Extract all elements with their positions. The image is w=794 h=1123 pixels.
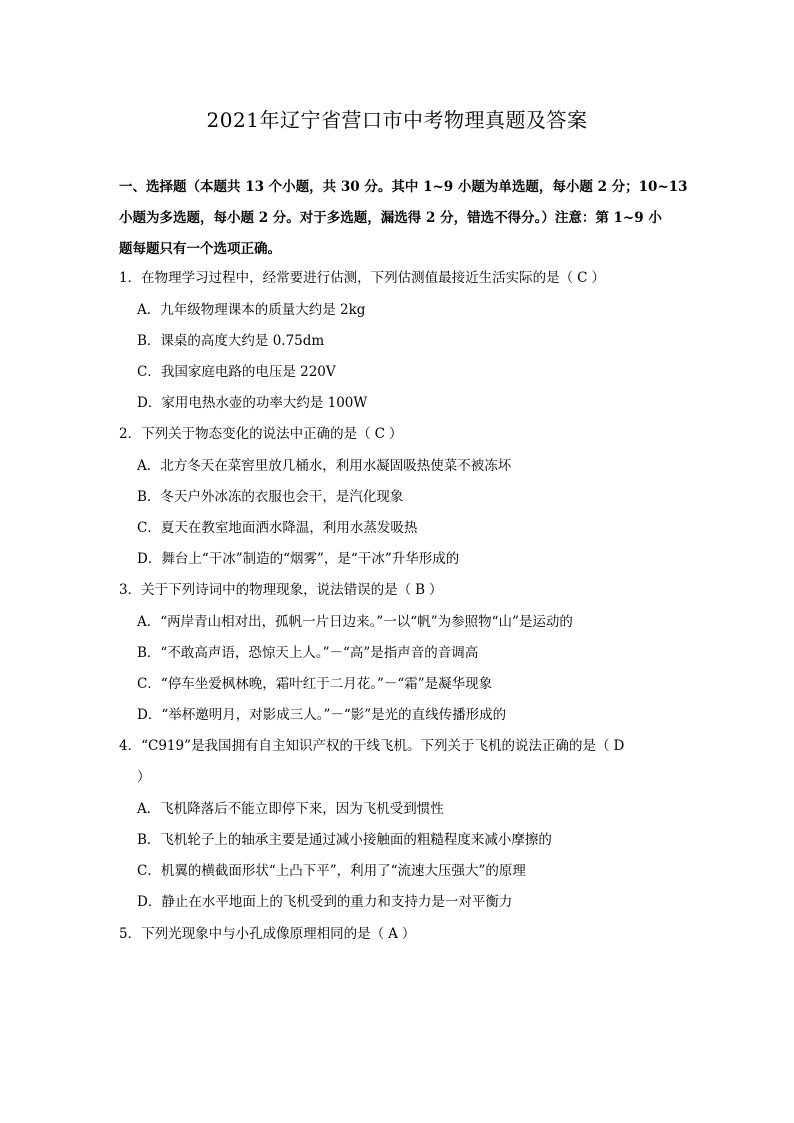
closing-paren: ） bbox=[429, 582, 443, 598]
question-5-stem bbox=[119, 924, 415, 944]
option-d: D．舞台上“干冰”制造的“烟雾”，是“干冰”升华形成的 bbox=[137, 551, 460, 567]
answer-letter: C bbox=[577, 270, 588, 286]
option-c: C．机翼的横截面形状“上凸下平”，利用了“流速大压强大”的原理 bbox=[137, 863, 526, 879]
option-d: D．“举杯邀明月，对影成三人。”－“影”是光的直线传播形成的 bbox=[137, 707, 507, 723]
option-b: B．课桌的高度大约是 0.75dm bbox=[137, 333, 325, 349]
question-4-stem bbox=[119, 736, 628, 756]
option-a: A．飞机降落后不能立即停下来，因为飞机受到惯性 bbox=[137, 801, 444, 817]
question-text: 5．下列光现象中与小孔成像原理相同的是（ bbox=[119, 926, 385, 942]
section-instructions bbox=[119, 172, 688, 265]
closing-paren: ） bbox=[137, 769, 151, 785]
answer-letter: A bbox=[388, 926, 398, 942]
section-line: 小题为多选题，每小题 2 分。对于多选题，漏选得 2 分，错选不得分。）注意：第 1~9 小 bbox=[119, 210, 662, 226]
option-a: A．九年级物理课本的质量大约是 2kg bbox=[137, 302, 366, 318]
option-c: C．夏天在教室地面洒水降温，利用水蒸发吸热 bbox=[137, 520, 418, 536]
question-text: 4．“C919”是我国拥有自主知识产权的干线飞机。下列关于飞机的说法正确的是（ bbox=[119, 738, 610, 754]
closing-paren: ） bbox=[388, 426, 403, 442]
answer-letter: B bbox=[415, 582, 426, 598]
closing-paren: ） bbox=[591, 270, 605, 286]
question-2-stem bbox=[119, 424, 402, 444]
option-b: B．飞机轮子上的轴承主要是通过减小接触面的粗糙程度来减小摩擦的 bbox=[137, 832, 552, 848]
option-b: B．冬天户外冰冻的衣服也会干，是汽化现象 bbox=[137, 489, 404, 505]
answer-letter: D bbox=[613, 738, 625, 754]
question-text: 3．关于下列诗词中的物理现象，说法错误的是（ bbox=[119, 582, 412, 598]
option-d: D．静止在水平地面上的飞机受到的重力和支持力是一对平衡力 bbox=[137, 894, 513, 910]
option-c: C．“停车坐爱枫林晚，霜叶红于二月花。”－“霜”是凝华现象 bbox=[137, 676, 493, 692]
option-c: C．我国家庭电路的电压是 220V bbox=[137, 364, 336, 380]
answer-letter: C bbox=[374, 426, 385, 442]
section-line: 一、选择题（本题共 13 个小题，共 30 分。其中 1~9 小题为单选题，每小题 2 分；10~13 bbox=[119, 179, 688, 195]
question-text: 2．下列关于物态变化的说法中正确的是（ bbox=[119, 426, 371, 442]
question-text: 1．在物理学习过程中，经常要进行估测，下列估测值最接近生活实际的是（ bbox=[119, 270, 574, 286]
page-title: 2021年辽宁省营口市中考物理真题及答案 bbox=[206, 108, 588, 132]
question-3-stem bbox=[119, 580, 443, 600]
section-line: 题每题只有一个选项正确。 bbox=[119, 241, 281, 257]
option-a: A．北方冬天在菜窖里放几桶水，利用水凝固吸热使菜不被冻坏 bbox=[137, 458, 512, 474]
question-1-stem bbox=[119, 268, 605, 288]
option-b: B．“不敢高声语，恐惊天上人。”－“高”是指声音的音调高 bbox=[137, 645, 479, 661]
option-a: A．“两岸青山相对出，孤帆一片日边来。”一以“帆”为参照物“山”是运动的 bbox=[137, 614, 573, 630]
option-d: D．家用电热水壶的功率大约是 100W bbox=[137, 395, 368, 411]
closing-paren: ） bbox=[401, 926, 416, 942]
